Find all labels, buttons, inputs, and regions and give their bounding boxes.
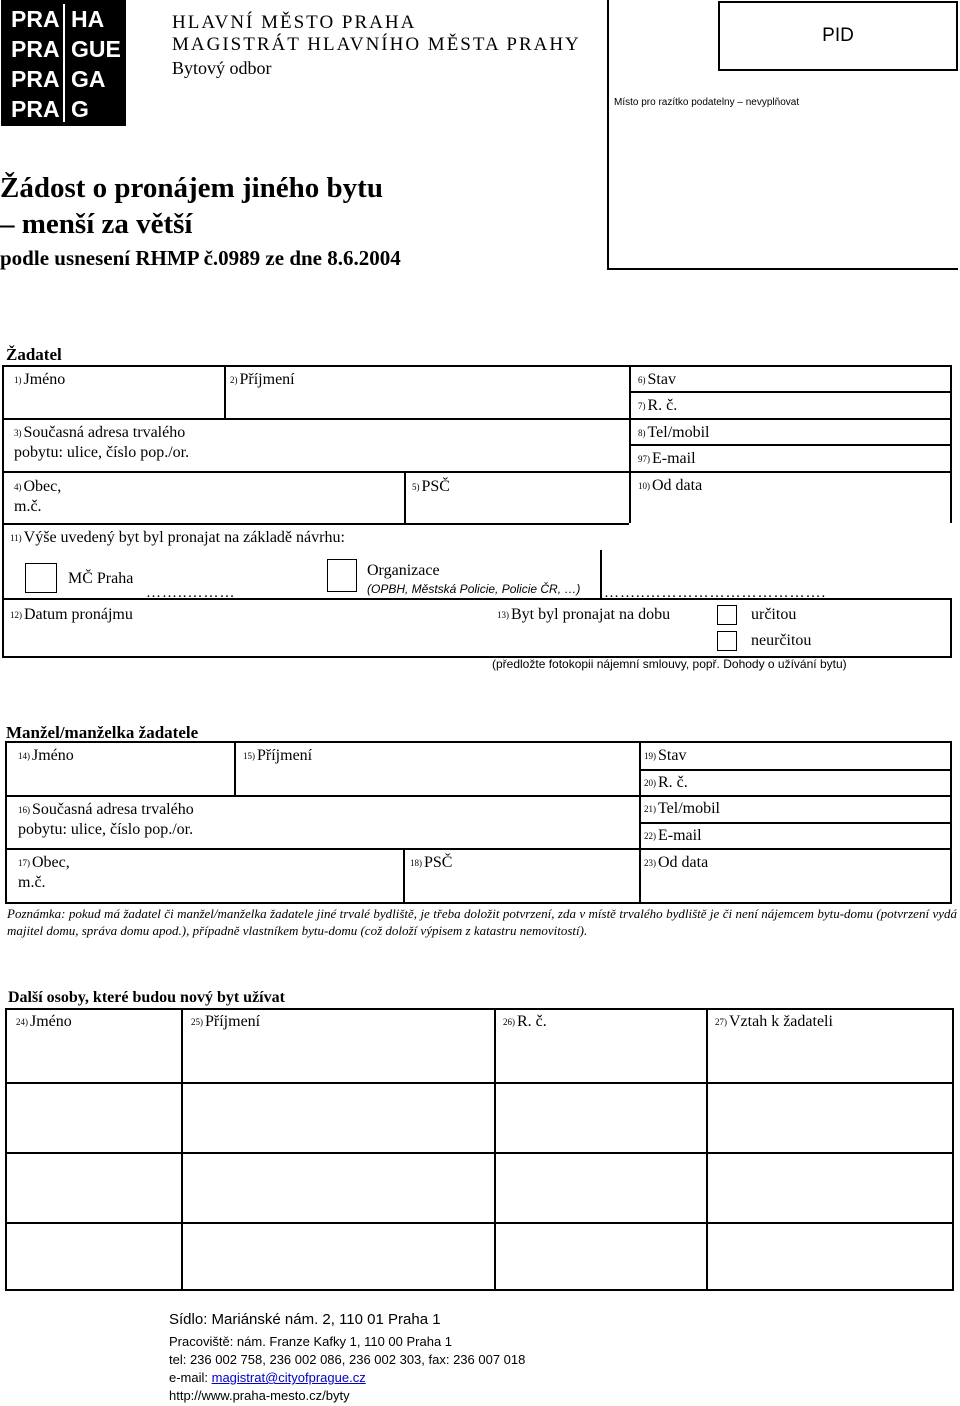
field-address[interactable] <box>14 423 189 462</box>
field-number: 24) <box>16 1017 28 1027</box>
organization-label: Organizace <box>367 562 440 579</box>
field-label: Stav <box>658 747 687 764</box>
field-rental-date[interactable] <box>10 605 133 625</box>
field-label: Současná adresa trvalého <box>23 424 186 441</box>
field-label: Jméno <box>32 747 74 764</box>
logo-left-col <box>11 4 60 124</box>
others-col-relationship <box>715 1012 833 1032</box>
form-title: Žádost o pronájem jiného bytu <box>0 172 383 204</box>
field-label: Jméno <box>30 1013 72 1030</box>
form-subtitle: – menší za větší <box>0 208 193 240</box>
field-number: 26) <box>503 1017 515 1027</box>
others-col-first-name <box>16 1012 72 1032</box>
logo-text: PRA <box>11 36 60 62</box>
field-number: 8) <box>638 428 646 438</box>
prague-logo <box>1 0 126 126</box>
field-number: 19) <box>644 751 656 761</box>
pid-box <box>718 1 958 71</box>
field-label: Příjmení <box>205 1013 261 1030</box>
logo-text: GUE <box>71 36 121 62</box>
field-label: Vztah k žadateli <box>729 1013 833 1030</box>
others-col-surname <box>191 1012 260 1032</box>
magistrate-name: MAGISTRÁT HLAVNÍHO MĚSTA PRAHY <box>172 34 581 55</box>
field-number: 4) <box>14 482 22 492</box>
others-row-2[interactable] <box>5 1154 181 1222</box>
others-row-1[interactable] <box>5 1084 181 1152</box>
checkbox-indefinite-term[interactable] <box>717 631 737 651</box>
spouse-birth-number[interactable] <box>644 773 688 793</box>
field-label: pobytu: ulice, číslo pop./or. <box>18 821 194 838</box>
field-label: E-mail <box>652 450 696 467</box>
footer-workplace: Pracoviště: nám. Franze Kafky 1, 110 00 Praha 1 <box>169 1334 453 1349</box>
field-number: 11) <box>10 533 22 543</box>
field-number: 6) <box>638 375 646 385</box>
logo-right-col <box>71 4 121 124</box>
mc-praha-dots: ……..……… <box>146 585 236 601</box>
logo-text: PRA <box>11 6 60 32</box>
form-resolution: podle usnesení RHMP č.0989 ze dne 8.6.2004 <box>0 246 401 270</box>
field-number: 7) <box>638 401 646 411</box>
field-number: 23) <box>644 858 656 868</box>
field-label: Obec, <box>23 478 62 495</box>
field-since-date[interactable] <box>638 476 702 496</box>
field-label: Datum pronájmu <box>24 606 133 623</box>
field-label: Současná adresa trvalého <box>32 801 194 818</box>
field-number: 27) <box>715 1017 727 1027</box>
spouse-surname[interactable] <box>243 746 312 766</box>
footer-seat: Sídlo: Mariánské nám. 2, 110 01 Praha 1 <box>169 1311 441 1328</box>
field-label: Od data <box>658 854 709 871</box>
footer-phone: tel: 236 002 758, 236 002 086, 236 002 303, fax: 236 007 018 <box>169 1352 526 1367</box>
spouse-postcode[interactable] <box>410 853 452 873</box>
field-number: 13) <box>497 610 509 620</box>
field-number: 15) <box>243 751 255 761</box>
field-label: Příjmení <box>257 747 313 764</box>
logo-text: HA <box>71 6 105 32</box>
others-col-birth-number <box>503 1012 547 1032</box>
pid-label: PID <box>822 25 854 46</box>
spouse-phone[interactable] <box>644 799 720 819</box>
field-label: R. č. <box>517 1013 547 1030</box>
spouse-first-name[interactable] <box>18 746 74 766</box>
field-number: 1) <box>14 375 22 385</box>
field-municipality[interactable] <box>14 477 61 516</box>
field-marital-status[interactable] <box>638 370 676 390</box>
field-label: PSČ <box>424 854 453 871</box>
field-phone[interactable] <box>638 423 709 443</box>
field-number: 2) <box>230 375 238 385</box>
field-birth-number[interactable] <box>638 396 677 416</box>
field-number: 21) <box>644 804 656 814</box>
spouse-note: Poznámka: pokud má žadatel či manžel/manželka žadatele jiné trvalé bydliště, je třeba doložit potvrzení, zda v místě trvalého bydliště je či není nájemcem bytu-domu (potvrzení vydá majitel domu, správa domu apod.), případně vlastníkem bytu-domu (což doloží výpisem z katastru nemovitostí). <box>7 906 957 938</box>
field-number: 25) <box>191 1017 203 1027</box>
stamp-note: Místo pro razítko podatelny – nevyplňovat <box>614 97 800 108</box>
field-label: Tel/mobil <box>658 800 720 817</box>
field-label: R. č. <box>647 397 678 414</box>
spouse-address[interactable] <box>18 800 194 839</box>
mc-praha-label: MČ Praha <box>68 570 134 587</box>
rental-basis-label <box>10 528 345 548</box>
field-email[interactable] <box>638 449 696 469</box>
field-number: 22) <box>644 831 656 841</box>
section-heading-spouse: Manžel/manželka žadatele <box>6 723 199 742</box>
checkbox-mc-praha[interactable] <box>25 563 57 593</box>
field-number: 17) <box>18 858 30 868</box>
footer-web: http://www.praha-mesto.cz/byty <box>169 1388 350 1403</box>
spouse-since-date[interactable] <box>644 853 708 873</box>
footer-email-link[interactable]: magistrat@cityofprague.cz <box>211 1370 366 1385</box>
field-number: 5) <box>412 482 420 492</box>
office-name: HLAVNÍ MĚSTO PRAHA <box>172 12 417 33</box>
field-surname[interactable] <box>230 370 295 390</box>
field-label: pobytu: ulice, číslo pop./or. <box>14 444 190 461</box>
field-number: 3) <box>14 428 22 438</box>
field-label: E-mail <box>658 827 702 844</box>
field-number: 10) <box>638 481 650 491</box>
logo-text: GA <box>71 66 106 92</box>
field-label: m.č. <box>18 874 46 891</box>
field-postcode[interactable] <box>412 477 450 497</box>
spouse-email[interactable] <box>644 826 702 846</box>
field-label: Tel/mobil <box>647 424 710 441</box>
fixed-term-label: určitou <box>751 606 797 623</box>
section-heading-applicant: Žadatel <box>6 345 62 364</box>
department-name: Bytový odbor <box>172 58 272 78</box>
field-label: m.č. <box>14 498 42 515</box>
field-label: R. č. <box>658 774 688 791</box>
section-heading-others: Další osoby, které budou nový byt užívat <box>8 989 285 1006</box>
field-number: 16) <box>18 805 30 815</box>
field-label: PSČ <box>421 478 450 495</box>
field-label: Byt byl pronajat na dobu <box>511 606 671 623</box>
field-label: Obec, <box>32 854 70 871</box>
field-first-name[interactable] <box>14 370 65 390</box>
field-number: 14) <box>18 751 30 761</box>
checkbox-fixed-term[interactable] <box>717 605 737 625</box>
organization-dots: ……..……………………………. <box>604 585 827 601</box>
field-label: Příjmení <box>239 371 295 388</box>
spouse-marital-status[interactable] <box>644 746 686 766</box>
others-row-3[interactable] <box>5 1224 181 1290</box>
field-number: 97) <box>638 454 650 464</box>
contract-note: (předložte fotokopii nájemní smlouvy, popř. Dohody o užívání bytu) <box>492 657 847 671</box>
field-number: 12) <box>10 610 22 620</box>
footer-email-prefix: e-mail: <box>169 1370 212 1385</box>
organization-note: (OPBH, Městská Policie, Policie ČR, …) <box>367 582 581 596</box>
field-number: 20) <box>644 778 656 788</box>
spouse-municipality[interactable] <box>18 853 70 892</box>
footer-email <box>169 1369 366 1386</box>
field-label: Stav <box>647 371 676 388</box>
field-label: Výše uvedený byt byl pronajat na základě návrhu: <box>23 529 345 546</box>
field-number: 18) <box>410 858 422 868</box>
indefinite-term-label: neurčitou <box>751 632 812 649</box>
logo-text: PRA <box>11 96 60 122</box>
logo-text: G <box>71 96 89 122</box>
rental-duration-label <box>497 605 670 625</box>
checkbox-organization[interactable] <box>327 559 357 592</box>
logo-text: PRA <box>11 66 60 92</box>
field-label: Jméno <box>23 371 66 388</box>
field-label: Od data <box>652 477 703 494</box>
